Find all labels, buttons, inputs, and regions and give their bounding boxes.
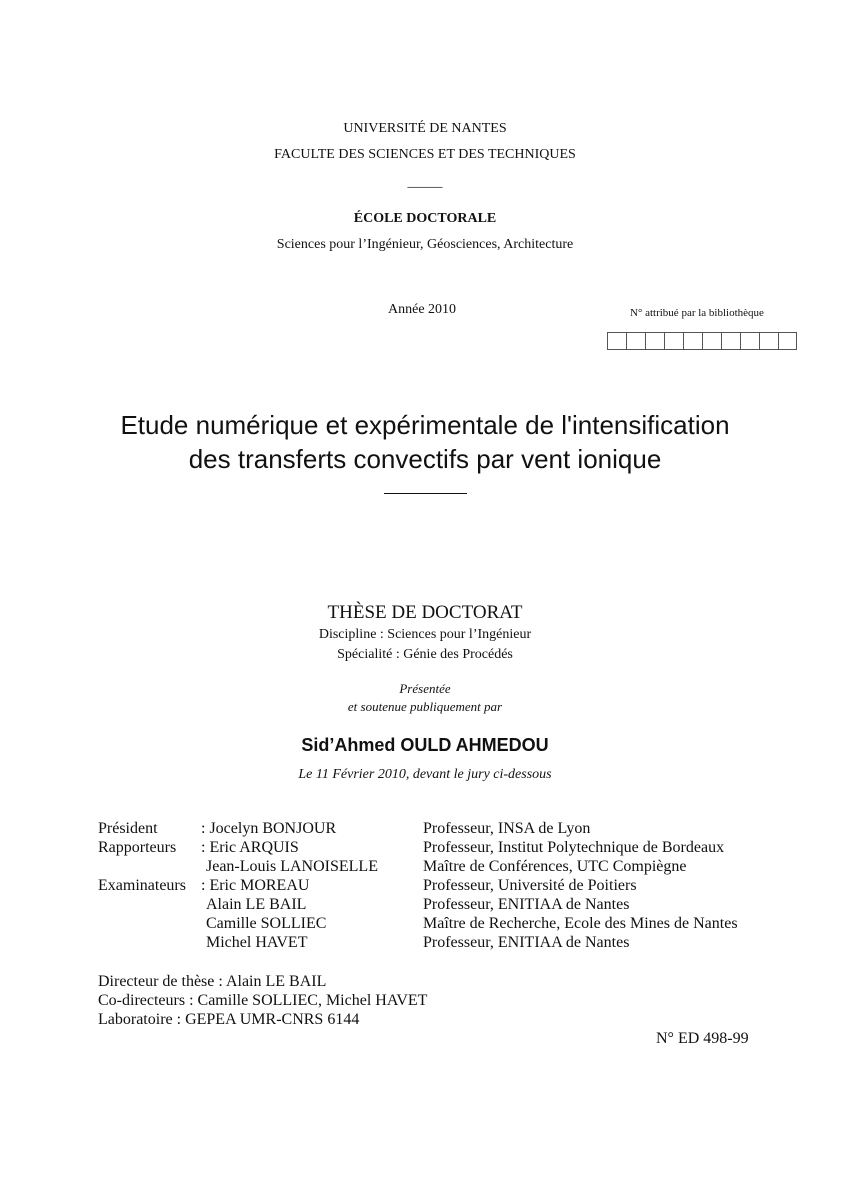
jury-role <box>98 914 186 933</box>
library-number-label: N° attribué par la bibliothèque <box>630 307 764 319</box>
library-number-box <box>778 332 797 350</box>
jury-member-position: Professeur, ENITIAA de Nantes <box>423 934 630 951</box>
library-number-box <box>721 332 740 350</box>
jury-role: Rapporteurs <box>98 839 177 856</box>
jury-role <box>98 857 186 876</box>
jury-names <box>201 819 378 952</box>
author-name: Sid’Ahmed OULD AHMEDOU <box>301 735 549 755</box>
jury-role <box>98 933 186 952</box>
library-number-box <box>740 332 759 350</box>
university-name: UNIVERSITÉ DE NANTES <box>343 121 507 136</box>
defense-date: Le 11 Février 2010, devant le jury ci-dessous <box>298 767 552 782</box>
title-underline <box>384 493 467 494</box>
library-number-box <box>645 332 664 350</box>
jury-member-position: Professeur, INSA de Lyon <box>423 820 591 837</box>
laboratory: Laboratoire : GEPEA UMR-CNRS 6144 <box>98 1011 360 1028</box>
jury-role: Examinateurs <box>98 877 186 894</box>
speciality: Spécialité : Génie des Procédés <box>337 647 513 662</box>
thesis-title-line-2: des transferts convectifs par vent ionique <box>188 444 662 474</box>
library-number-boxes <box>607 332 797 350</box>
jury-member-position: Professeur, ENITIAA de Nantes <box>423 896 630 913</box>
jury-member-name: Camille SOLLIEC <box>206 915 327 932</box>
jury-positions <box>423 819 738 952</box>
doctoral-school: ÉCOLE DOCTORALE <box>353 211 497 226</box>
ed-number: N° ED 498-99 <box>656 1030 749 1047</box>
year: Année 2010 <box>388 302 457 317</box>
thesis-title-line-1: Etude numérique et expérimentale de l'intensification <box>120 410 730 440</box>
jury-member-name: : Eric ARQUIS <box>201 839 299 856</box>
library-number-box <box>759 332 778 350</box>
jury-member-name: : Eric MOREAU <box>201 877 310 894</box>
jury-member-position: Professeur, Institut Polytechnique de Bordeaux <box>423 839 725 856</box>
header-separator: _____ <box>407 175 443 190</box>
discipline: Discipline : Sciences pour l’Ingénieur <box>318 627 532 642</box>
jury-roles <box>98 819 186 952</box>
defended-label: et soutenue publiquement par <box>347 699 503 714</box>
jury-member-position: Professeur, Université de Poitiers <box>423 877 637 894</box>
jury-role: Président <box>98 820 158 837</box>
jury-member-name: Michel HAVET <box>206 934 308 951</box>
thesis-director: Directeur de thèse : Alain LE BAIL <box>98 973 327 990</box>
presented-label: Présentée <box>399 681 451 696</box>
jury-member-name: Alain LE BAIL <box>206 896 307 913</box>
thesis-type: THÈSE DE DOCTORAT <box>327 602 523 623</box>
jury-member-name: : Jocelyn BONJOUR <box>201 820 337 837</box>
jury-member-position: Maître de Conférences, UTC Compiègne <box>423 858 687 875</box>
library-number-box <box>683 332 702 350</box>
library-number-box <box>626 332 645 350</box>
faculty-name: FACULTE DES SCIENCES ET DES TECHNIQUES <box>274 147 576 162</box>
thesis-codirectors: Co-directeurs : Camille SOLLIEC, Michel HAVET <box>98 992 428 1009</box>
library-number-box <box>702 332 721 350</box>
library-number-box <box>664 332 683 350</box>
jury-member-position: Maître de Recherche, Ecole des Mines de Nantes <box>423 915 738 932</box>
library-number-box <box>607 332 626 350</box>
doctoral-school-fields: Sciences pour l’Ingénieur, Géosciences, Architecture <box>276 237 574 252</box>
jury-role <box>98 895 186 914</box>
jury-member-name: Jean-Louis LANOISELLE <box>206 858 378 875</box>
